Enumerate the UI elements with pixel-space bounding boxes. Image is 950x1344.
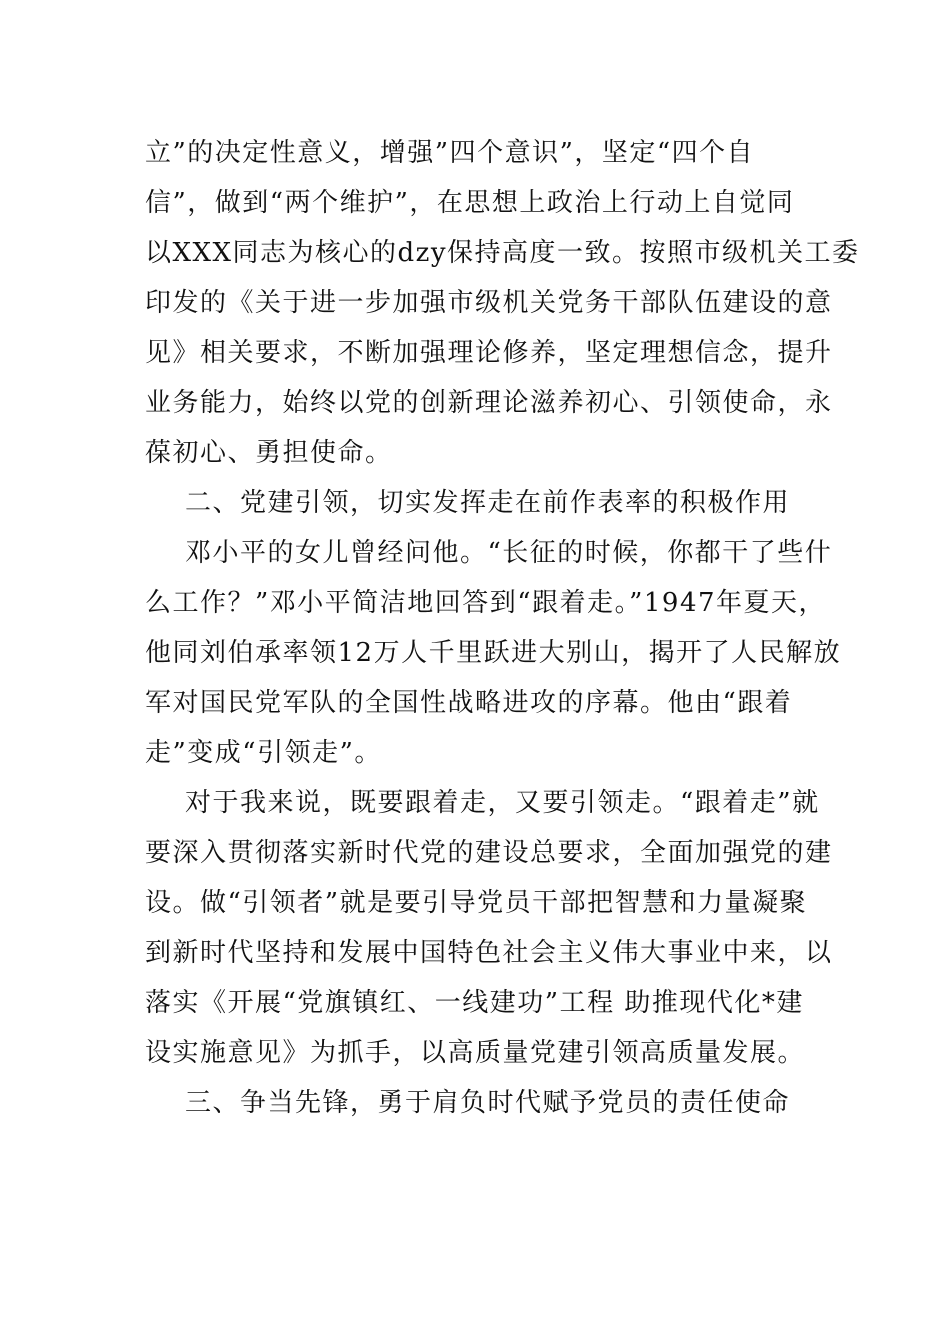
paragraph-2-line-4: 军对国民党军队的全国性战略进攻的序幕。他由“跟着 — [145, 688, 793, 718]
paragraph-3-line-3: 设。做“引领者”就是要引导党员干部把智慧和力量凝聚 — [145, 888, 808, 918]
paragraph-1-line-1: 立”的决定性意义，增强”四个意识”，坚定“四个自 — [145, 138, 755, 168]
section-heading-2: 二、党建引领，切实发挥走在前作表率的积极作用 — [185, 488, 791, 518]
paragraph-1-line-4: 印发的《关于进一步加强市级机关党务干部队伍建设的意 — [145, 288, 833, 318]
paragraph-1-line-3: 以XXX同志为核心的dzy保持高度一致。按照市级机关工委 — [145, 238, 860, 268]
paragraph-3-line-4: 到新时代坚持和发展中国特色社会主义伟大事业中来，以 — [145, 938, 833, 968]
paragraph-1-line-2: 信”，做到“两个维护”，在思想上政治上行动上自觉同 — [145, 188, 795, 218]
paragraph-2-line-5: 走”变成“引领走”。 — [145, 738, 382, 768]
paragraph-3-line-2: 要深入贯彻落实新时代党的建设总要求，全面加强党的建 — [145, 838, 833, 868]
paragraph-2-line-2: 么工作？”邓小平简洁地回答到“跟着走。”1947年夏天， — [145, 588, 827, 618]
section-heading-3: 三、争当先锋，勇于肩负时代赋予党员的责任使命 — [185, 1088, 791, 1118]
paragraph-1-line-7: 葆初心、勇担使命。 — [145, 438, 393, 468]
paragraph-3-line-5: 落实《开展“党旗镇红、一线建功”工程 助推现代化*建 — [145, 988, 804, 1018]
document-body — [145, 128, 860, 1128]
paragraph-1-line-6: 业务能力，始终以党的创新理论滋养初心、引领使命，永 — [145, 388, 833, 418]
paragraph-2-line-3: 他同刘伯承率领12万人千里跃进大别山，揭开了人民解放 — [145, 638, 842, 668]
paragraph-2-line-1: 邓小平的女儿曾经问他。“长征的时候，你都干了些什 — [185, 538, 833, 568]
paragraph-3-line-6: 设实施意见》为抓手，以高质量党建引领高质量发展。 — [145, 1038, 806, 1068]
paragraph-3-line-1: 对于我来说，既要跟着走，又要引领走。“跟着走”就 — [185, 788, 820, 818]
paragraph-1-line-5: 见》相关要求，不断加强理论修养，坚定理想信念，提升 — [145, 338, 833, 368]
